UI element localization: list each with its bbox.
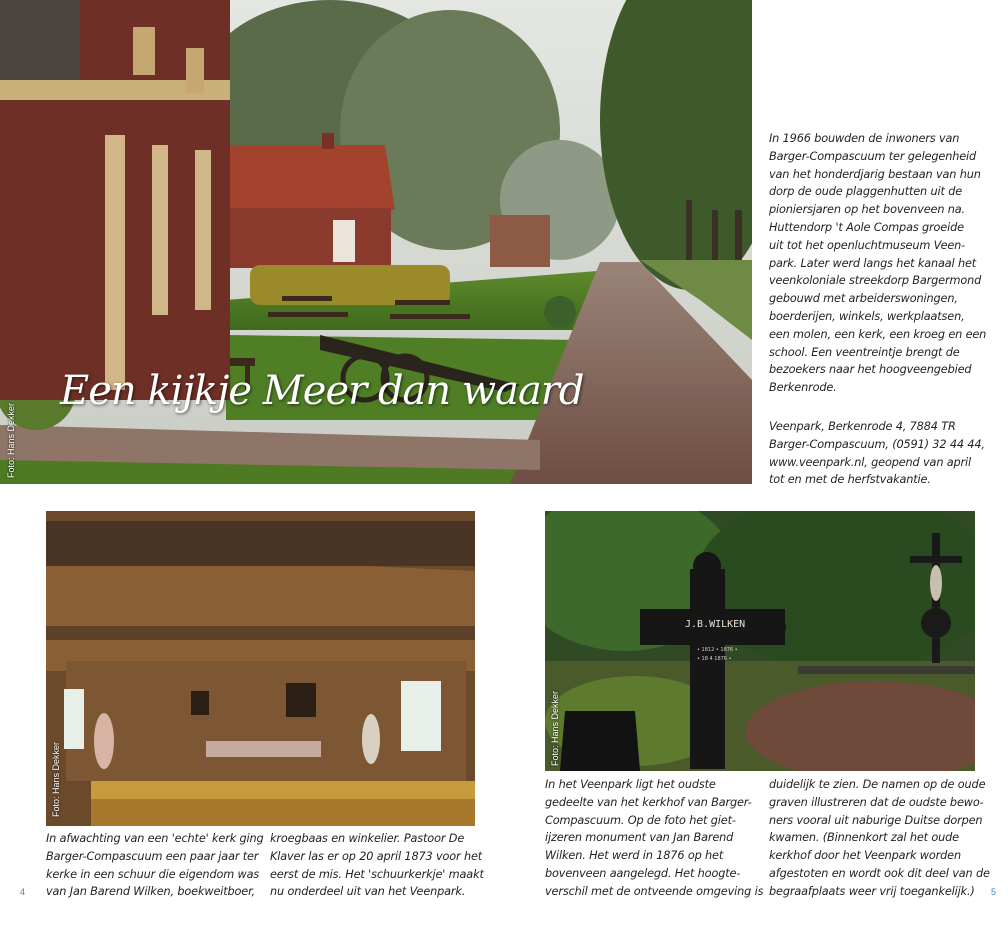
cross-dates: • 1812 • 1876 • • 18 4 1876 • <box>697 647 738 662</box>
church-caption-col1: In afwachting van een 'echte' kerk ging Barger-Compascuum een paar jaar ter kerke in een schuur die eigendom was van Jan Barend Wilken, boekweitboer, <box>46 832 264 899</box>
cemetery-caption-col2: duidelijk te zien. De namen op de oude graven illustreren dat de oudste bewo- ners vooral uit naburige Duitse dorpen kwamen. (Binnenkort zal het oude kerkhof door het Veenpark worden afgestoten en wordt ook dit deel van de begraafplaats weer vrij toegankelijk.) <box>769 778 990 898</box>
cemetery-photo-credit: Foto: Hans Dekker <box>550 690 560 766</box>
page-number-right: 5 <box>991 887 997 897</box>
cemetery-caption-col1: In het Veenpark ligt het oudste gedeelte van het kerkhof van Barger- Compascuum. Op de foto het giet- ijzeren monument van Jan Barend Wilken. Het werd in 1876 op het bovenveen aangelegd. Het hoogte- verschil met de ontveende omgeving is <box>545 778 764 898</box>
hero-photo <box>0 0 752 484</box>
church-photo <box>46 511 475 826</box>
cross-name-plate: J.B.WILKEN <box>685 619 746 630</box>
cemetery-photo <box>545 511 975 771</box>
address-paragraph: Veenpark, Berkenrode 4, 7884 TR Barger-Compascuum, (0591) 32 44 44, www.veenpark.nl, geopend van april tot en met de herfstvakantie. <box>769 420 985 487</box>
page-number-left: 4 <box>20 887 26 897</box>
church-photo-credit: Foto: Hans Dekker <box>51 741 61 817</box>
cemetery-illustration <box>545 511 975 771</box>
hero-photo-credit: Foto: Hans Dekker <box>6 402 16 478</box>
church-interior-illustration <box>46 511 475 826</box>
church-caption-col2: kroegbaas en winkelier. Pastoor De Klaver las er op 20 april 1873 voor het eerst de mis. Het 'schuurkerkje' maakt nu onderdeel uit van het Veenpark. <box>270 832 484 899</box>
hero-title: Een kijkje Meer dan waard <box>60 368 584 414</box>
intro-paragraph: In 1966 bouwden de inwoners van Barger-Compascuum ter gelegenheid van het honderdjarig bestaan van hun dorp de oude plaggenhutten uit de pioniersjaren op het bovenveen na. Huttendorp 't Aole Compas groeide uit tot het openluchtmuseum Veen- park. Later werd langs het kanaal het veenkoloniale streekdorp Bargermond gebouwd met arbeiderswoningen, boerderijen, winkels, werkplaatsen, een molen, een kerk, een kroeg en een school. Een veentreintje brengt de bezoekers naar het hoogveengebied Berkenrode. <box>769 132 987 395</box>
